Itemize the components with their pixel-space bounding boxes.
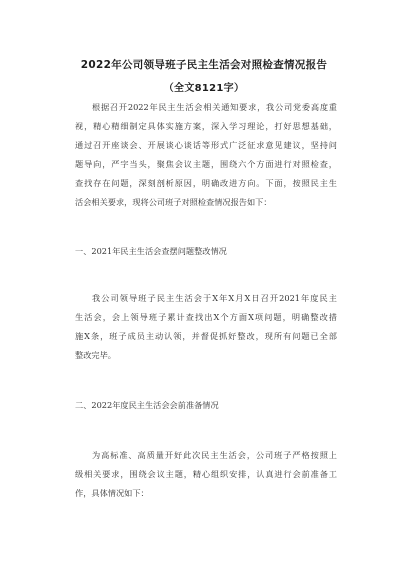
paragraph-line: 作，具体情况如下： [75, 488, 149, 498]
paragraph-line: 整改完毕。 [75, 350, 116, 360]
paragraph-line: 为高标准、高质量开好此次民主生活会，公司班子严格按照上 [92, 450, 337, 460]
intro-paragraph [75, 98, 337, 212]
paragraph-line: 查找存在问题，深刻剖析原因，明确改进方向。下面，按照民主生 [75, 178, 337, 188]
document-title: 2022年公司领导班子民主生活会对照检查情况报告 [80, 59, 328, 71]
paragraph-line: 根据召开2022年民主生活会相关通知要求，我公司党委高度重 [92, 102, 337, 112]
document-subtitle: （全文8121字） [163, 83, 245, 94]
paragraph-line: 施X条，班子成员主动认领，并督促抓好整改，现所有问题已全部 [75, 331, 337, 341]
section-heading-2: 二、2022年度民主生活会会前准备情况 [75, 400, 219, 410]
paragraph-line: 视，精心精细制定具体实施方案，深入学习理论，打好思想基础， [75, 121, 337, 131]
section2-paragraph [75, 446, 337, 503]
paragraph-line: 活会相关要求，现将公司班子对照检查情况报告如下： [75, 197, 272, 207]
paragraph-line: 题导向，严字当头，聚焦会议主题，围绕六个方面进行对照检查， [75, 159, 337, 169]
paragraph-line: 通过召开座谈会、开展谈心谈话等形式广泛征求意见建议，坚持问 [75, 140, 337, 150]
section1-paragraph [75, 289, 337, 365]
paragraph-line: 级相关要求，围绕会议主题，精心组织安排，认真进行会前准备工 [75, 469, 337, 479]
paragraph-line: 我公司领导班子民主生活会于X年X月X日召开2021年度民主 [92, 293, 337, 303]
paragraph-line: 生活会，会上领导班子累计查找出X个方面X项问题，明确整改措 [75, 312, 337, 322]
section-heading-1: 一、2021年民主生活会查摆问题整改情况 [75, 246, 227, 256]
